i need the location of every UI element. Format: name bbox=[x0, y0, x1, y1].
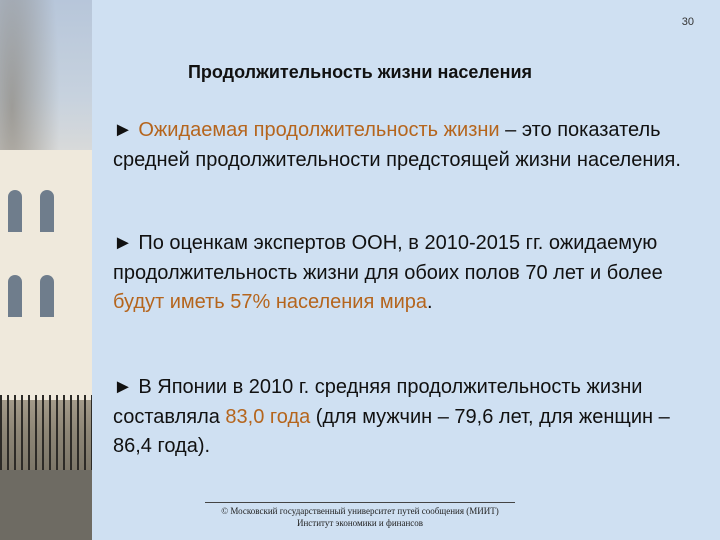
footer-divider bbox=[205, 502, 515, 503]
bullet-arrow-icon: ► bbox=[113, 376, 133, 398]
highlight-text: 83,0 года bbox=[225, 405, 311, 428]
bullet-arrow-icon: ► bbox=[113, 119, 133, 141]
building-window bbox=[40, 190, 54, 232]
bullet-arrow-icon: ► bbox=[113, 232, 133, 254]
paragraph-un-estimate bbox=[113, 229, 693, 318]
slide-title: Продолжительность жизни населения bbox=[187, 62, 533, 82]
paragraph-japan bbox=[113, 373, 693, 462]
paragraph-text: По оценкам экспертов ООН, в 2010-2015 гг. ожидаемую продолжительность жизни для обоих полов 70 лет и более bbox=[113, 232, 663, 284]
paragraph-text: . bbox=[427, 291, 433, 313]
highlight-term: Ожидаемая продолжительность жизни bbox=[132, 119, 500, 141]
building-window bbox=[8, 275, 22, 317]
footer-institute: Институт экономики и финансов bbox=[296, 518, 424, 528]
paragraph-text: В Японии в 2010 г. средняя продолжительность жизни составляла bbox=[113, 376, 643, 428]
footer-copyright: © Московский государственный университет путей сообщения (МИИТ) bbox=[221, 506, 499, 516]
paragraph-text: – это показатель средней продолжительности предстоящей жизни населения. bbox=[113, 119, 681, 171]
building-window bbox=[40, 275, 54, 317]
building-window bbox=[8, 190, 22, 232]
footer bbox=[150, 505, 570, 529]
page-number: 30 bbox=[681, 16, 694, 28]
paragraph-definition bbox=[113, 116, 693, 175]
highlight-text: будут иметь 57% населения мира bbox=[113, 291, 428, 313]
paragraph-text: (для мужчин – 79,6 лет, для женщин – 86,4 года). bbox=[113, 405, 670, 457]
